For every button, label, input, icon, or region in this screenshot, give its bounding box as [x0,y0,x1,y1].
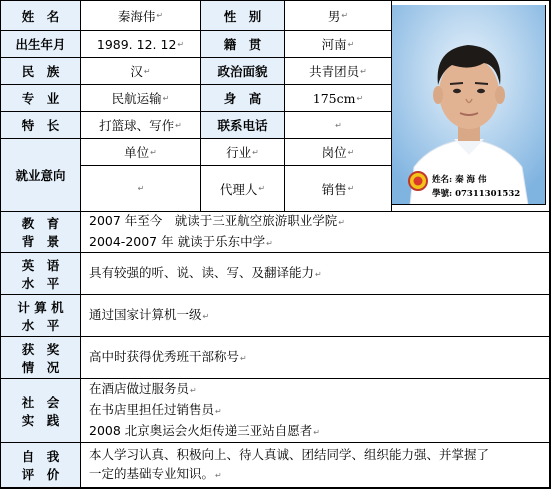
ethnic-label: 民 族 [1,58,81,85]
awards-label: 获 奖 情 况 [1,337,81,379]
political-value: 共青团员 ↵ [285,58,392,85]
native-value: 河南 ↵ [285,31,392,58]
birth-label: 出生年月 [1,31,81,58]
intent-label: 就业意向 [1,139,81,212]
education-content: 2007 年至今 就读于三亚航空旅游职业学院↵ 2004-2007 年 就读于乐东中学↵ [81,212,550,253]
gender-label: 性 别 [201,1,285,31]
skill-label: 特 长 [1,112,81,139]
name-value: 秦海伟 ↵ [81,1,201,31]
ethnic-value: 汉 ↵ [81,58,201,85]
height-value: 175cm ↵ [285,85,392,112]
self-eval-label: 自 我 评 价 [1,443,81,488]
name-label: 姓 名 [1,1,81,31]
intent-unit-value: ↵ [81,166,201,212]
phone-label: 联系电话 [201,112,285,139]
awards-content: 高中时获得优秀班干部称号↵ [81,337,550,379]
practice-label: 社 会 实 践 [1,379,81,443]
intent-position-value: 销售 ↵ [285,166,392,212]
intent-position-label: 岗位 ↵ [285,139,392,166]
skill-value: 打篮球、写作 ↵ [81,112,201,139]
computer-label: 计 算 机 水 平 [1,295,81,337]
intent-industry-value: 代理人 ↵ [201,166,285,212]
major-label: 专 业 [1,85,81,112]
portrait-photo [392,5,546,205]
intent-industry-label: 行业 ↵ [201,139,285,166]
phone-value: ↵ [285,112,392,139]
height-label: 身 高 [201,85,285,112]
photo-caption-name: 姓名: 秦 海 伟 [432,175,487,185]
photo-caption-phone: 學號: 07311301532 [432,189,521,199]
native-label: 籍 贯 [201,31,285,58]
gender-value: 男 ↵ [285,1,392,31]
major-value: 民航运输 ↵ [81,85,201,112]
practice-content: 在酒店做过服务员↵ 在书店里担任过销售员↵ 2008 北京奥运会火炬传递三亚站自愿者↵ [81,379,550,443]
education-label: 教 育 背 景 [1,212,81,253]
intent-unit-label: 单位 ↵ [81,139,201,166]
birth-value: 1989. 12. 12 ↵ [81,31,201,58]
english-label: 英 语 水 平 [1,253,81,295]
badge-logo-icon [408,171,428,191]
english-content: 具有较强的听、说、读、写、及翻译能力↵ [81,253,550,295]
computer-content: 通过国家计算机一级↵ [81,295,550,337]
political-label: 政治面貌 [201,58,285,85]
self-eval-content: 本人学习认真、积极向上、待人真诚、团结同学、组织能力强、并掌握了 一定的基础专业知识。↵ [81,443,550,488]
